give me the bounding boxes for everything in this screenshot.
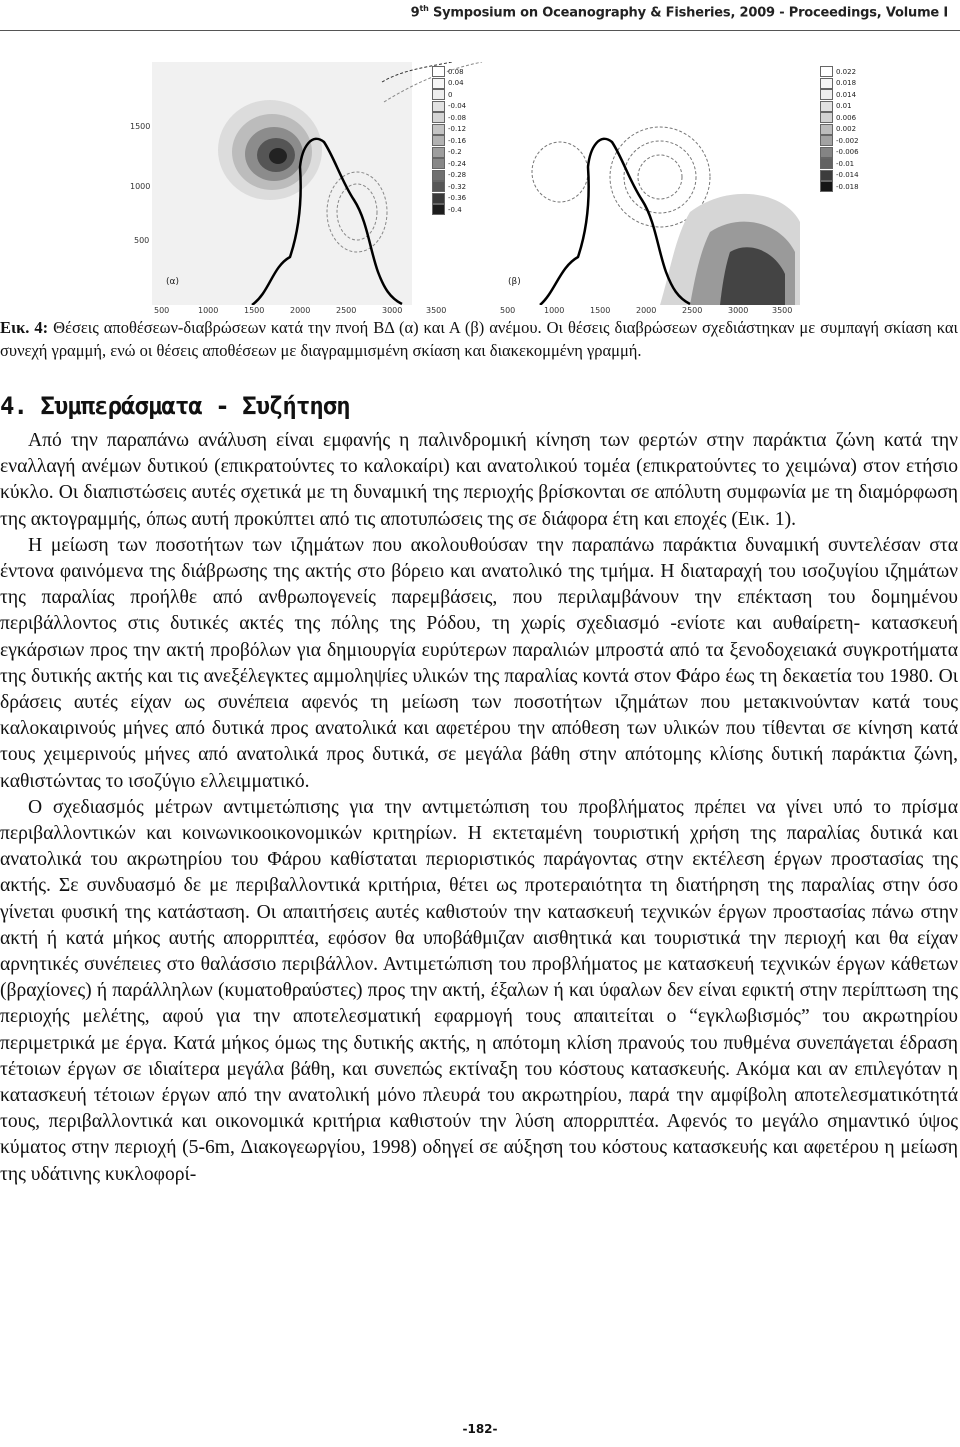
figure-caption-text: Θέσεις αποθέσεων-διαβρώσεων κατά την πνοή ΒΔ (α) και Α (β) ανέμου. Οι θέσεις διαβρώσεων σχεδιάστηκαν με συμπαγή σκίαση και συνεχή γραμμή, ενώ οι θέσεις αποθέσεων με διαγραμμισμένη σκίαση και διακεκομμένη γραμμή. — [0, 318, 958, 360]
erosion-contours-a — [218, 100, 322, 200]
section-heading: 4. Συμπεράσματα - Συζήτηση — [0, 392, 350, 420]
y-tick-a-1000: 1000 — [130, 182, 151, 191]
paragraph-2: Η μείωση των ποσοτήτων των ιζημάτων που ακολουθούσαν την παραπάνω παράκτια δυναμική συντελέσαν στα έντονα φαινόμενα της διάβρωσης της ακτής στο βόρειο και ανατολικό της τμήμα. Η διαταραχή του ισοζυγίου ιζημάτων της παραλίας προήλθε από ανθρωπογενείς παρεμβάσεις, που περιλαμβάνουν την επέκταση του δομημένου περιβάλλοντος στις δυτικές ακτές της πόλης της Ρόδου, τη χωρίς σχεδιασμό -ενίοτε και αυθαίρετη- κατασκευή εγκάρσιων προς την ακτή προβόλων για δημιουργία ευρύτερων παραλιών μπροστά από τα ξενοδοχειακά συγκροτήματα της δυτικής ακτής και τις ανεξέλεγκτες αμμοληψίες υλικών της παραλίας κοντά στον Φάρο έως τη δεκαετία του 1980. Οι δράσεις αυτές είχαν ως συνέπεια αφενός τη μείωση των ποσοτήτων ιζημάτων που μετακινούνταν κατά τους καλοκαιρινούς μήνες από δυτικά προς ανατολικά και αφετέρου την απόθεση των υλικών που τίθενται σε κίνηση κατά τους χειμερινούς μήνες από ανατολικά προς δυτικά, σε μεγάλα βάθη στην απότομης κλίσης δυτική παράκτια ζώνη, καθιστώντας το ισοζύγιο ελλειμματικό. — [0, 534, 958, 792]
legend-b: 0.022 0.018 0.014 0.01 0.006 0.002 -0.002 -0.006 -0.01 -0.014 -0.018 — [820, 66, 859, 193]
y-tick-a-1500: 1500 — [130, 122, 151, 131]
paragraph-3: Ο σχεδιασμός μέτρων αντιμετώπισης για την αντιμετώπιση του προβλήματος πρέπει να γίνει υπό το πρίσμα περιβαλλοντικών και κοινωνικοοικονομικών κριτηρίων. Η εκτεταμένη τουριστική χρήση της παραλίας δυτικά και ανατολικά του ακρωτηρίου του Φάρου καθίσταται περιοριστικός παράγοντας στην εκτέλεση έργων προστασίας της ακτής. Σε συνδυασμό δε με περιβαλλοντικά κριτήρια, θέτει ως προτεραιότητα τη διατήρηση της παραλίας στην όσο γίνεται φυσική της κατάσταση. Οι απαιτήσεις αυτές καθιστούν την κατασκευή τεχνικών έργων προστασίας πάνω στην ακτή ή κατά μήκος αυτής απορριπτέα, εφόσον θα υποβάθμιζαν αισθητικά και τουριστικά την περιοχή και θα είχαν αρνητικές συνέπειες στο θαλάσσιο περιβάλλον. Αντιμετώπιση του προβλήματος με κατασκευή τεχνικών έργων κάθετων (βραχίονες) ή παράλληλων (κυματοθραύστες) προς την ακτή, έξαλων ή και ύφαλων δεν είναι εφικτή στην περίπτωση της περιοχής μελέτης, αφού για την αποτελεσματική εφαρμογή τους απαιτείται ο “εγκλωβισμός” του ακρωτηρίου περιμετρικά με έργα. Κατά μήκος όμως της δυτικής ακτής, η απότομη κλίση πρανούς του πυθμένα συνεπάγεται έδραση τέτοιων έργων σε ιδιαίτερα μεγάλα βάθη, και συνεπώς εκτίναξη του κόστους κατασκευής. Ακόμα και αν επιλεγόταν η κατασκευή τέτοιων έργων από την ανατολική μόνο πλευρά του ακρωτηρίου, παρά την αμφίβολη αποτελεσματικότητά τους, περιβαλλοντικά και οικονομικά κριτήρια καθιστούν την λύση απορριπτέα. Αφενός το μεγάλο σημαντικό ύψος κύματος στην περιοχή (5-6m, Διακογεωργίου, 1998) οδηγεί σε αύξηση του κόστους κατασκευής και αφετέρου η μείωση της υδάτινης κυκλοφορί- — [0, 796, 958, 1185]
panel-b-contour-map — [500, 62, 800, 305]
panel-b-label: (β) — [508, 277, 521, 287]
running-header: 9th Symposium on Oceanography & Fisheries, 2009 - Proceedings, Volume I — [410, 4, 948, 21]
header-rule — [0, 30, 960, 31]
figure-caption-label: Εικ. 4: — [0, 318, 49, 337]
figure-4: 1500 1000 500 (α) 0.08 0.04 0 -0.04 -0.08 -0.12 -0.16 -0.2 -0.24 -0.28 -0.32 -0.36 -0.4 500 1000 1500 2000 2500 3000 3500 (β) 0.022 0.018 0.014 0.01 0.006 0.002 -0.002 -0.006 -0.01 -0.014 -0.018 500 1000 1500 2000 2500 3000 3500 — [130, 62, 840, 317]
body-text — [0, 428, 958, 1188]
panel-a-contour-map — [152, 62, 528, 305]
figure-caption — [0, 316, 958, 362]
legend-a: 0.08 0.04 0 -0.04 -0.08 -0.12 -0.16 -0.2 -0.24 -0.28 -0.32 -0.36 -0.4 — [432, 66, 466, 216]
paragraph-1: Από την παραπάνω ανάλυση είναι εμφανής η παλινδρομική κίνηση των φερτών στην παράκτια ζώνη κατά την εναλλαγή ανέμων δυτικού (επικρατούντες το καλοκαίρι) και ανατολικού τομέα (επικρατούντες το χειμώνα) στον ετήσιο κύκλο. Οι διαπιστώσεις αυτές σχετικά με τη δυναμική της περιοχής βρίσκονται σε απόλυτη συμφωνία με τη διαμόρφωση της ακτογραμμής, όπως αυτή προκύπτει από τις αποτυπώσεις της σε διάφορα έτη και εποχές (Εικ. 1). — [0, 430, 958, 530]
page-number: -182- — [462, 1422, 498, 1436]
panel-a-label: (α) — [166, 277, 179, 287]
y-tick-a-500: 500 — [134, 236, 150, 245]
